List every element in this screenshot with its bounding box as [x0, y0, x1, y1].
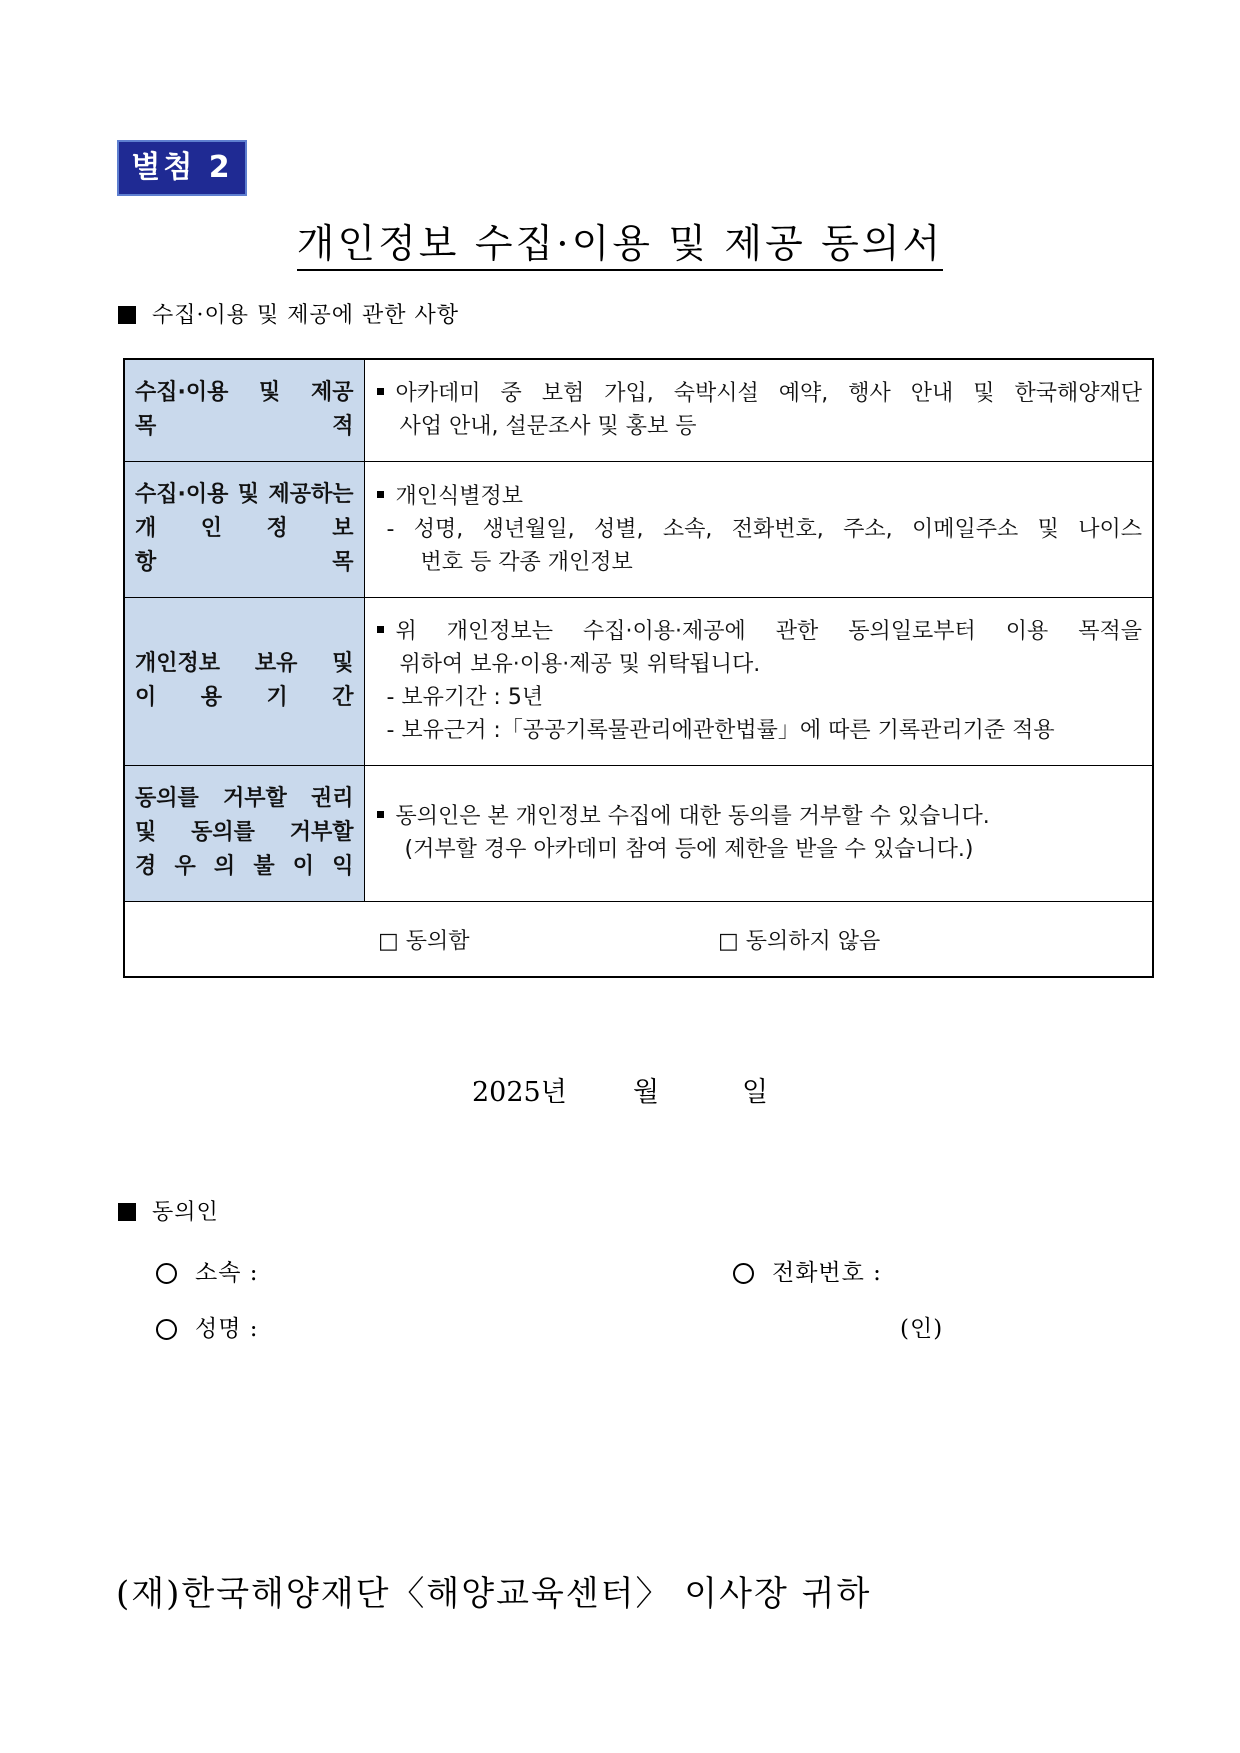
- bullet-text: 개인식별정보: [395, 483, 524, 509]
- row-label-line: 개 인 정 보: [135, 516, 354, 541]
- table-row: [124, 461, 1153, 597]
- disagree-checkbox[interactable]: □ 동의하지 않음: [718, 928, 881, 954]
- options-cell: [124, 901, 1153, 977]
- agree-checkbox[interactable]: □ 동의함: [378, 928, 470, 954]
- circle-icon: [733, 1263, 754, 1284]
- table-row: [124, 597, 1153, 765]
- affiliation-field[interactable]: [156, 1254, 259, 1287]
- row-label-line: 수집·이용 및 제공: [135, 380, 354, 406]
- row-label: [124, 461, 364, 597]
- content-bullet: [375, 377, 1143, 410]
- date-year: 2025년: [472, 1077, 567, 1108]
- name-field[interactable]: [156, 1310, 259, 1343]
- content-sub-cont: 번호 등 각종 개인정보: [420, 549, 633, 575]
- section-heading-text: 동의인: [152, 1200, 219, 1225]
- square-bullet-icon: [118, 1203, 136, 1221]
- bullet-text: 아카데미 중 보험 가입, 숙박시설 예약, 행사 안내 및 한국해양재단: [395, 381, 1142, 407]
- circle-icon: [156, 1263, 177, 1284]
- row-label-line: 동의를 거부할 권리: [135, 786, 354, 811]
- bullet-icon: [377, 388, 384, 395]
- page-title-text: 개인정보 수집·이용 및 제공 동의서: [297, 222, 943, 271]
- row-content: [364, 359, 1153, 461]
- attachment-badge: 별첨 2: [117, 140, 247, 196]
- content-bullet: [375, 615, 1143, 648]
- row-label: [124, 359, 364, 461]
- row-content: [364, 597, 1153, 765]
- row-label-line: 및 동의를 거부할: [135, 820, 354, 845]
- footer-addressee: (재)한국해양재단〈해양교육센터〉 이사장 귀하: [116, 1574, 872, 1614]
- bullet-text: 위 개인정보는 수집·이용·제공에 관한 동의일로부터 이용 목적을: [395, 619, 1142, 644]
- bullet-icon: [377, 811, 384, 818]
- content-bullet: [375, 480, 1143, 513]
- row-label-line: 목 적: [135, 414, 354, 440]
- bullet-text: 동의인은 본 개인정보 수집에 대한 동의를 거부할 수 있습니다.: [395, 804, 990, 829]
- page-title: [0, 213, 1240, 269]
- bullet-icon: [377, 491, 384, 498]
- consent-table: [123, 358, 1154, 978]
- row-label-line: 개인정보 보유 및: [135, 651, 354, 676]
- content-bullet-cont: 위하여 보유·이용·제공 및 위탁됩니다.: [399, 652, 761, 677]
- bullet-icon: [377, 626, 384, 633]
- square-bullet-icon: [118, 306, 136, 324]
- date-day: 일: [742, 1077, 769, 1108]
- content-sub: - 보유근거 :「공공기록물관리에관한법률」에 따른 기록관리기준 적용: [386, 718, 1055, 743]
- row-label-line: 이 용 기 간: [135, 685, 354, 710]
- affiliation-label: 소속 :: [195, 1260, 259, 1286]
- date-month: 월: [633, 1077, 660, 1108]
- content-sub: - 성명, 생년월일, 성별, 소속, 전화번호, 주소, 이메일주소 및 나이스: [386, 516, 1142, 542]
- row-label: [124, 597, 364, 765]
- circle-icon: [156, 1319, 177, 1340]
- content-bullet-cont: (거부할 경우 아카데미 참여 등에 제한을 받을 수 있습니다.): [404, 837, 974, 862]
- options-row: [124, 901, 1153, 977]
- row-label-line: 경 우 의 불 이 익: [135, 854, 354, 879]
- row-label: [124, 765, 364, 901]
- seal-mark: (인): [900, 1316, 944, 1342]
- section-heading-text: 수집·이용 및 제공에 관한 사항: [152, 303, 459, 328]
- row-label-line: 항 목: [135, 550, 354, 575]
- content-sub: - 보유기간 : 5년: [386, 685, 544, 710]
- name-label: 성명 :: [195, 1316, 259, 1342]
- section-heading-consenter: [118, 1195, 219, 1226]
- row-content: [364, 461, 1153, 597]
- row-content: [364, 765, 1153, 901]
- phone-field[interactable]: [733, 1254, 882, 1287]
- content-bullet: [375, 800, 1143, 833]
- phone-label: 전화번호 :: [772, 1260, 882, 1286]
- table-row: [124, 765, 1153, 901]
- section-heading-collection: [118, 298, 459, 329]
- row-label-line: 수집·이용 및 제공하는: [135, 482, 354, 507]
- table-row: [124, 359, 1153, 461]
- content-bullet-cont: 사업 안내, 설문조사 및 홍보 등: [399, 414, 697, 440]
